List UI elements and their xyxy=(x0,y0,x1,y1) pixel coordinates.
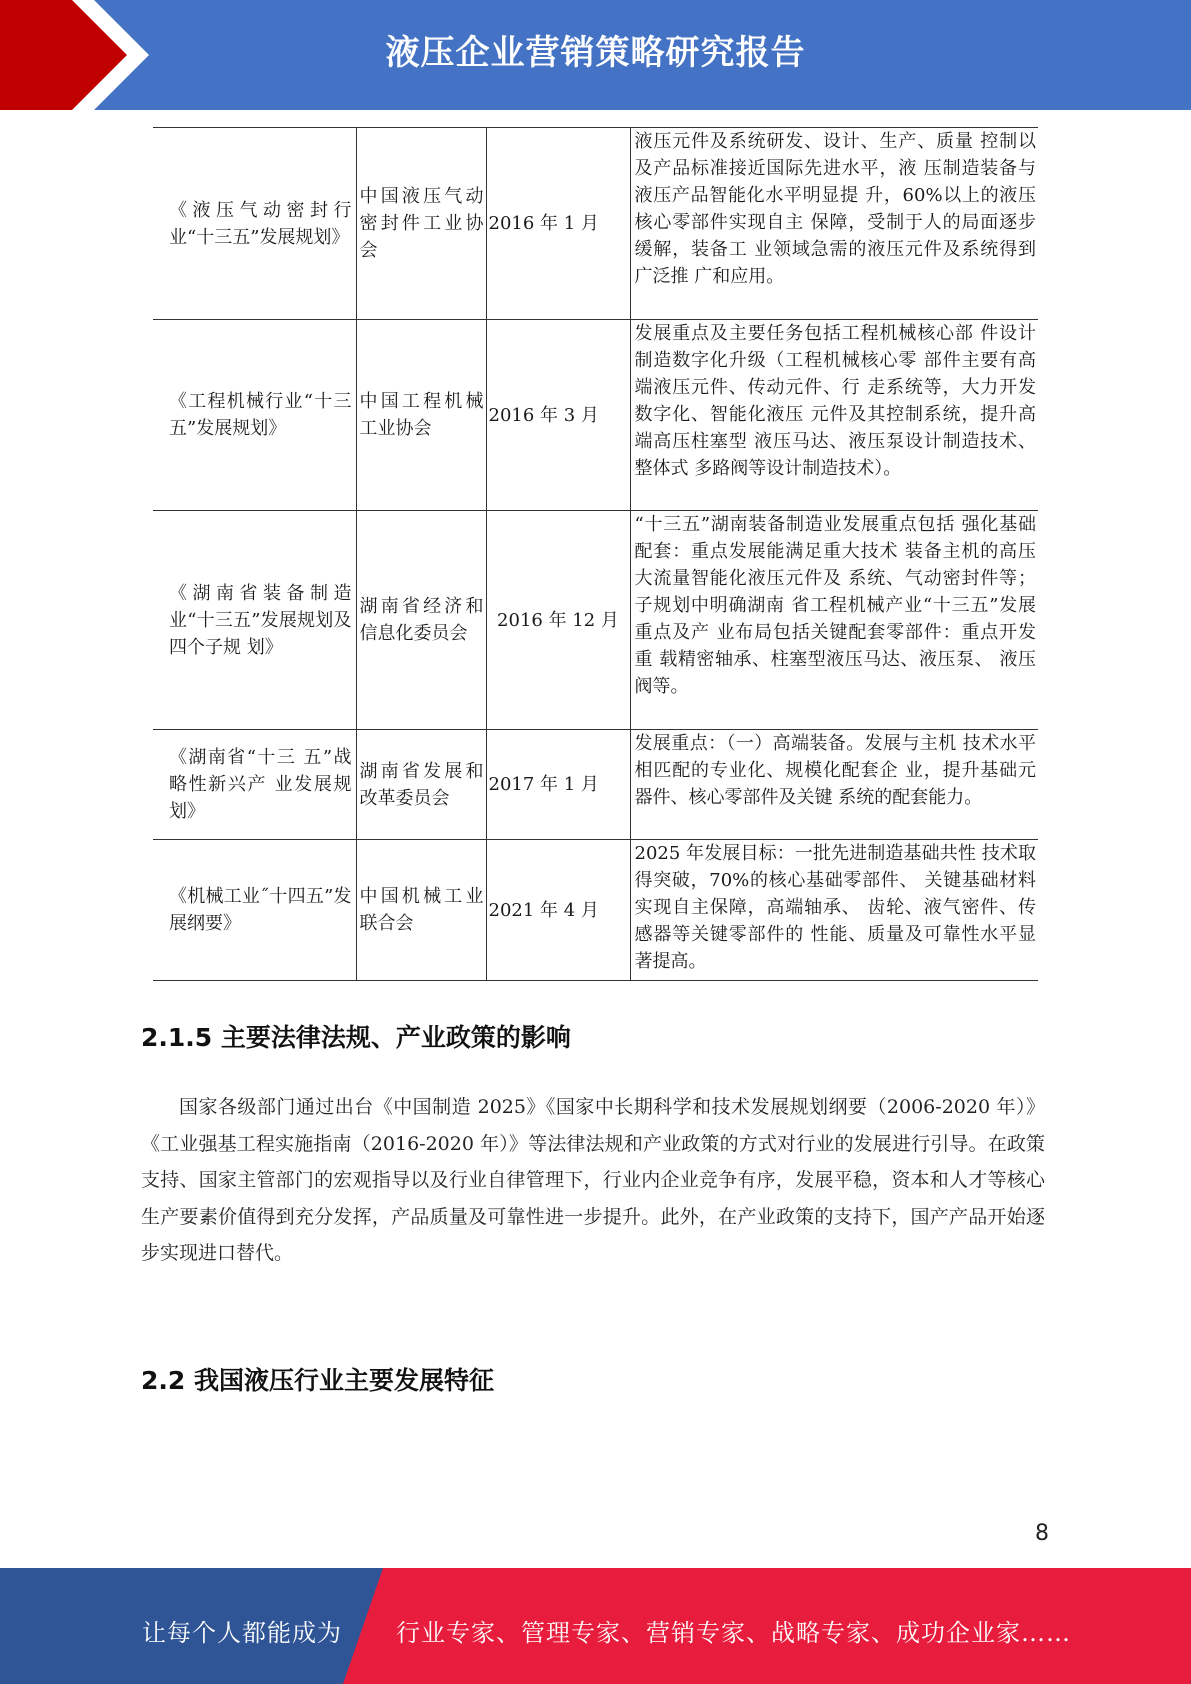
date-cell: 2016 年 3 月 xyxy=(486,320,630,511)
table-row xyxy=(153,511,1038,730)
date-cell: 2016 年 1 月 xyxy=(486,128,630,320)
policy-name-cell: 《工程机械行业“十三五”发展规划》 xyxy=(153,320,356,511)
footer-slogan-right: 行业专家、管理专家、营销专家、战略专家、成功企业家…… xyxy=(396,1619,1071,1647)
date-cell: 2017 年 1 月 xyxy=(486,730,630,840)
footer-slogan-left: 让每个人都能成为 xyxy=(142,1619,342,1647)
date-cell: 2021 年 4 月 xyxy=(486,840,630,981)
content-cell: 2025 年发展目标：一批先进制造基础共性 技术取得突破，70%的核心基础零部件、 关键基础材料实现自主保障，高端轴承、 齿轮、液气密件、传感器等关键零部件的 性能、质量及可靠性水平显著提高。 xyxy=(630,840,1038,981)
page-header xyxy=(0,0,1191,110)
section-heading-2-1-5: 2.1.5 主要法律法规、产业政策的影响 xyxy=(141,1023,571,1052)
policy-name-cell: 《机械工业˝十四五”发展纲要》 xyxy=(153,840,356,981)
header-title: 液压企业营销策略研究报告 xyxy=(385,33,806,73)
content-cell: 液压元件及系统研发、设计、生产、质量 控制以及产品标准接近国际先进水平，液 压制造装备与液压产品智能化水平明显提 升，60%以上的液压核心零部件实现自主 保障，受制于人的局面逐步缓解，装备工 业领域急需的液压元件及系统得到广泛推 广和应用。 xyxy=(630,128,1038,320)
content-cell: 发展重点及主要任务包括工程机械核心部 件设计制造数字化升级（工程机械核心零 部件主要有高端液压元件、传动元件、行 走系统等，大力开发数字化、智能化液压 元件及其控制系统，提升高端高压柱塞型 液压马达、液压泵设计制造技术、整体式 多路阀等设计制造技术）。 xyxy=(630,320,1038,511)
content-cell: “十三五”湖南装备制造业发展重点包括 强化基础配套：重点发展能满足重大技术 装备主机的高压大流量智能化液压元件及 系统、气动密封件等；子规划中明确湖南 省工程机械产业“十三五”发展重点及产 业布局包括关键配套零部件：重点开发重 载精密轴承、柱塞型液压马达、液压泵、 液压阀等。 xyxy=(630,511,1038,730)
policy-table xyxy=(153,127,1038,981)
date-cell: 2016 年 12 月 xyxy=(486,511,630,730)
section-heading-2-2: 2.2 我国液压行业主要发展特征 xyxy=(141,1366,494,1395)
table-row xyxy=(153,730,1038,840)
page-number: 8 xyxy=(1035,1521,1049,1546)
policy-name-cell: 《湖南省“十三 五”战略性新兴产 业发展规划》 xyxy=(153,730,356,840)
policy-name-cell: 《液压气动密封行业“十三五”发展规划》 xyxy=(153,128,356,320)
issuer-cell: 中国液压气动密封件工业协会 xyxy=(356,128,486,320)
table-row xyxy=(153,320,1038,511)
issuer-cell: 中国工程机械工业协会 xyxy=(356,320,486,511)
table-row xyxy=(153,128,1038,320)
table-row xyxy=(153,840,1038,981)
content-cell: 发展重点：（一）高端装备。发展与主机 技术水平相匹配的专业化、规模化配套企 业，提升基础元器件、核心零部件及关键 系统的配套能力。 xyxy=(630,730,1038,840)
issuer-cell: 湖南省发展和改革委员会 xyxy=(356,730,486,840)
policy-name-cell: 《湖南省装备制造业“十三五”发展规划及四个子规 划》 xyxy=(153,511,356,730)
body-paragraph: 国家各级部门通过出台《中国制造 2025》《国家中长期科学和技术发展规划纲要（2006-2020 年）》《工业强基工程实施指南（2016-2020 年）》等法律法规和产业政策的方式对行业的发展进行引导。在政策支持、国家主管部门的宏观指导以及行业自律管理下，行业内企业竞争有序，发展平稳，资本和人才等核心生产要素价值得到充分发挥，产品质量及可靠性进一步提升。此外，在产业政策的支持下，国产产品开始逐步实现进口替代。 xyxy=(141,1096,1045,1264)
issuer-cell: 中国机械工业联合会 xyxy=(356,840,486,981)
issuer-cell: 湖南省经济和信息化委员会 xyxy=(356,511,486,730)
